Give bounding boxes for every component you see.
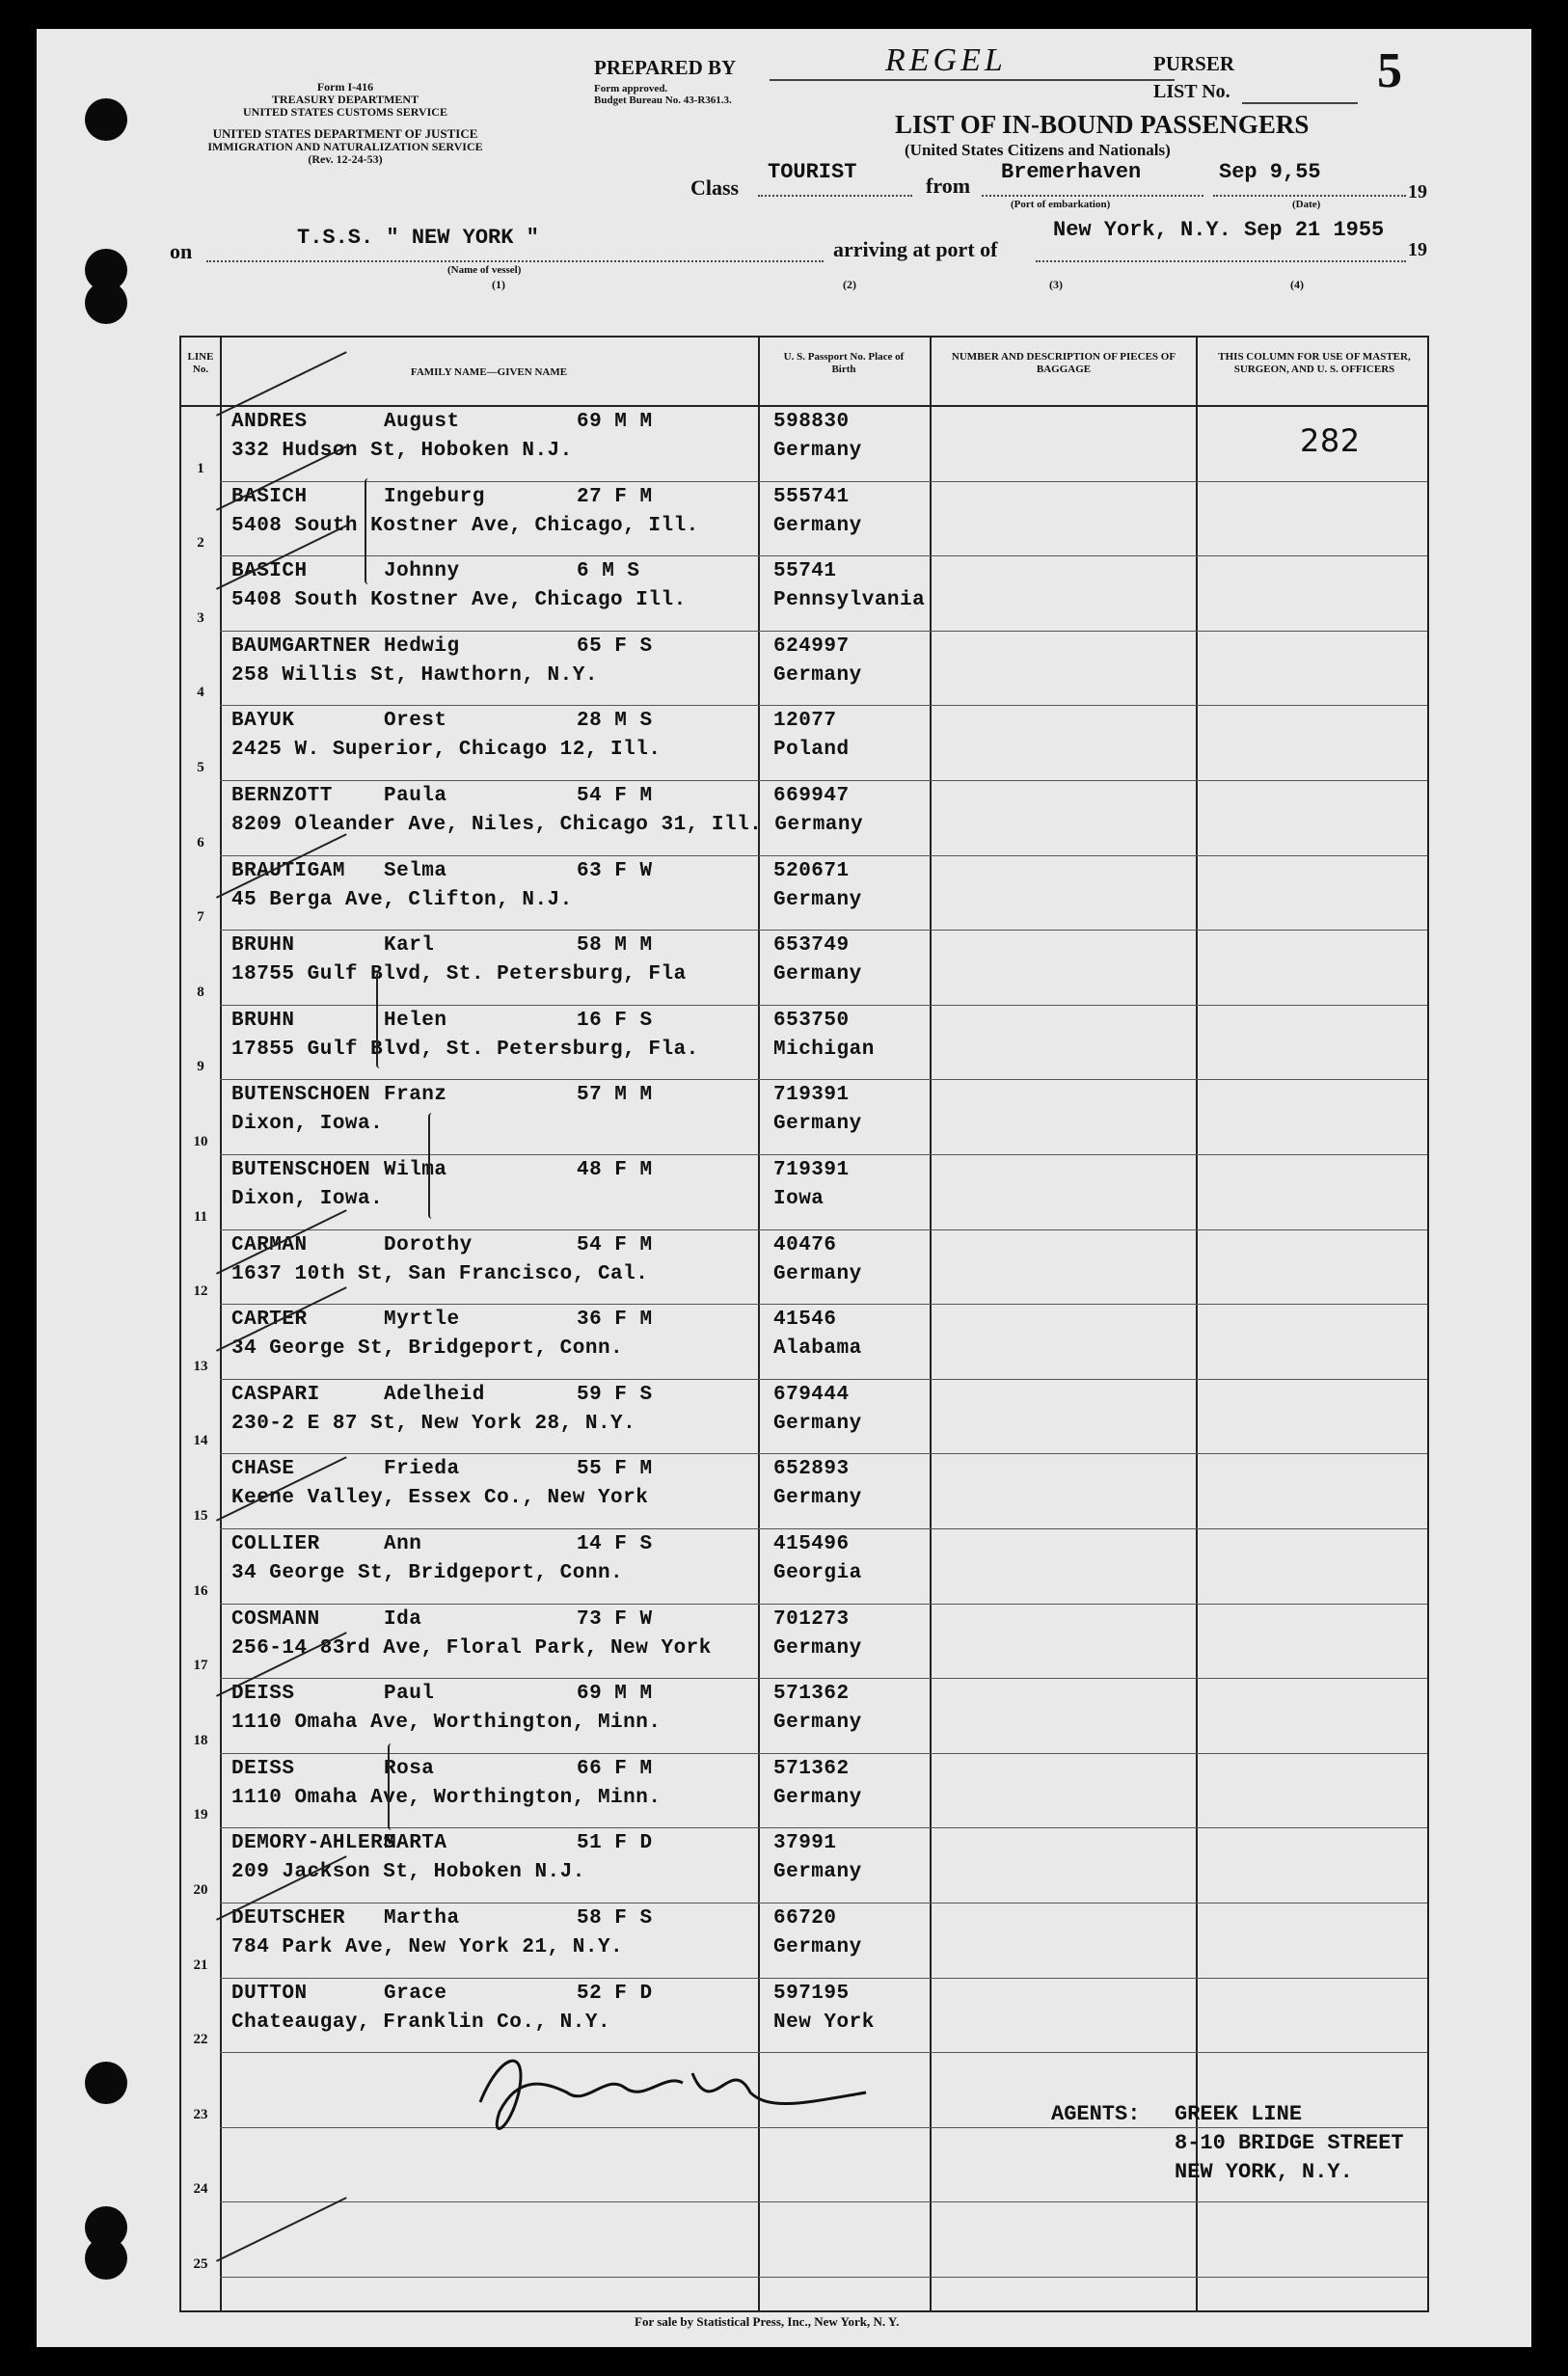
family-name: BERNZOTT — [231, 785, 333, 807]
address: Dixon, Iowa. — [231, 1188, 384, 1210]
family-name: BUTENSCHOEN — [231, 1159, 371, 1181]
age-sex-status: 69 M M — [577, 1683, 653, 1706]
line-number: 4 — [197, 685, 204, 701]
place-of-birth: Germany — [773, 1487, 862, 1510]
col-num-4: (4) — [1290, 278, 1304, 291]
passport-number: 555741 — [773, 485, 850, 508]
passport-number: 55741 — [773, 560, 837, 583]
address: 332 Hudson St, Hoboken N.J. — [231, 440, 573, 462]
table-row — [181, 1605, 1427, 1680]
given-name: Paul — [384, 1683, 435, 1706]
class-value: TOURIST — [768, 160, 857, 184]
address: Chateaugay, Franklin Co., N.Y. — [231, 2011, 611, 2034]
age-sex-status: 66 F M — [577, 1757, 653, 1780]
address: 5408 South Kostner Ave, Chicago Ill. — [231, 589, 687, 612]
family-name: COLLIER — [231, 1533, 320, 1555]
header-name: FAMILY NAME—GIVEN NAME — [410, 366, 568, 378]
date-value: Sep 9,55 — [1219, 160, 1321, 184]
family-name: DEISS — [231, 1757, 295, 1780]
address: 258 Willis St, Hawthorn, N.Y. — [231, 663, 598, 687]
binder-hole — [85, 282, 127, 324]
place-of-birth: Germany — [773, 663, 862, 687]
family-name: BAUMGARTNER — [231, 634, 371, 658]
given-name: Adelheid — [384, 1383, 485, 1406]
line-number: 1 — [197, 460, 204, 476]
from-label: from — [926, 174, 971, 198]
line-number: 17 — [193, 1658, 208, 1674]
vessel-label: (Name of vessel) — [447, 264, 522, 276]
agents-city: NEW YORK, N.Y. — [1175, 2160, 1353, 2184]
given-name: Franz — [384, 1084, 447, 1107]
age-sex-status: 63 F W — [577, 859, 653, 882]
table-row — [181, 856, 1427, 932]
page-number: 5 — [1377, 43, 1402, 98]
passport-number: 12077 — [773, 710, 837, 733]
date-label: (Date) — [1292, 199, 1321, 210]
place-of-birth: Germany — [773, 1786, 862, 1809]
place-of-birth: Michigan — [773, 1038, 875, 1061]
address: Keene Valley, Essex Co., New York — [231, 1487, 649, 1510]
age-sex-status: 52 F D — [577, 1982, 653, 2005]
age-sex-status: 48 F M — [577, 1159, 653, 1181]
year-label: 19 — [1408, 181, 1427, 202]
line-number: 20 — [193, 1881, 208, 1898]
line-number: 24 — [193, 2181, 208, 2198]
passport-number: 415496 — [773, 1533, 850, 1555]
on-label: on — [170, 239, 193, 263]
passport-number: 571362 — [773, 1757, 850, 1780]
address: 209 Jackson St, Hoboken N.J. — [231, 1861, 585, 1884]
place-of-birth: Germany — [773, 1113, 862, 1136]
given-name: Rosa — [384, 1757, 435, 1780]
line-number: 8 — [197, 984, 204, 1000]
place-of-birth: Germany — [773, 1936, 862, 1958]
family-name: CHASE — [231, 1458, 295, 1481]
place-of-birth: Germany — [773, 1712, 862, 1735]
vessel-value: T.S.S. " NEW YORK " — [297, 226, 539, 250]
table-row — [181, 1754, 1427, 1829]
address: 1110 Omaha Ave, Worthington, Minn. — [231, 1786, 662, 1809]
passport-number: 41546 — [773, 1309, 837, 1332]
family-name: BASICH — [231, 485, 308, 508]
place-of-birth: Germany — [773, 963, 862, 986]
table-row — [181, 1904, 1427, 1979]
place-of-birth: Poland — [773, 739, 850, 762]
passport-number: 653749 — [773, 934, 850, 958]
budget-bureau: Budget Bureau No. 43-R361.3. — [594, 94, 732, 106]
agents-street: 8-10 BRIDGE STREET — [1175, 2131, 1404, 2155]
line-number: 22 — [193, 2032, 208, 2048]
address: 5408 South Kostner Ave, Chicago, Ill. — [231, 514, 699, 537]
passport-number: 652893 — [773, 1458, 850, 1481]
header-line-no: LINE No. — [187, 351, 214, 375]
officer-note: 282 — [1300, 422, 1361, 459]
family-name: BRUHN — [231, 934, 295, 958]
line-number: 14 — [193, 1433, 208, 1449]
given-name: Frieda — [384, 1458, 460, 1481]
line-number: 21 — [193, 1957, 208, 1973]
line-number: 25 — [193, 2255, 208, 2272]
prepared-by-signature: REGEL — [885, 42, 1007, 78]
place-of-birth: Germany — [773, 1412, 862, 1435]
given-name: Martha — [384, 1907, 460, 1930]
passport-number: 669947 — [773, 785, 850, 807]
passport-number: 719391 — [773, 1159, 850, 1181]
table-row — [181, 781, 1427, 856]
binder-hole — [85, 2062, 127, 2104]
line-number: 7 — [197, 909, 204, 926]
manifest-page — [37, 29, 1531, 2347]
passport-number: 624997 — [773, 634, 850, 658]
passport-number: 701273 — [773, 1607, 850, 1631]
rev-label: (Rev. 12-24-53) — [308, 152, 383, 166]
given-name: Myrtle — [384, 1309, 460, 1332]
age-sex-status: 59 F S — [577, 1383, 653, 1406]
place-of-birth: Germany — [773, 514, 862, 537]
given-name: Selma — [384, 859, 447, 882]
age-sex-status: 73 F W — [577, 1607, 653, 1631]
table-row — [181, 632, 1427, 707]
table-row — [181, 931, 1427, 1006]
table-row — [181, 1305, 1427, 1380]
treasury-label: TREASURY DEPARTMENT — [271, 93, 419, 106]
passport-number: 679444 — [773, 1383, 850, 1406]
agents-name: GREEK LINE — [1175, 2102, 1303, 2126]
form-number: Form I-416 — [316, 80, 374, 94]
age-sex-status: 36 F M — [577, 1309, 653, 1332]
table-row — [181, 1080, 1427, 1155]
address: 1110 Omaha Ave, Worthington, Minn. — [231, 1712, 662, 1735]
passport-number: 597195 — [773, 1982, 850, 2005]
list-subtitle: (United States Citizens and Nationals) — [905, 141, 1171, 159]
age-sex-status: 58 M M — [577, 934, 653, 958]
passport-number: 598830 — [773, 411, 850, 433]
given-name: Helen — [384, 1009, 447, 1032]
family-name: BAYUK — [231, 710, 295, 733]
age-sex-status: 54 F M — [577, 785, 653, 807]
address: Dixon, Iowa. — [231, 1113, 384, 1136]
arrival-value: New York, N.Y. Sep 21 1955 — [1053, 218, 1385, 242]
table-row — [181, 706, 1427, 781]
given-name: August — [384, 411, 460, 433]
agents-label: AGENTS: — [1051, 2102, 1141, 2126]
table-row — [181, 1454, 1427, 1529]
line-number: 6 — [197, 834, 204, 850]
address: 784 Park Ave, New York 21, N.Y. — [231, 1936, 624, 1958]
line-number: 10 — [193, 1133, 208, 1149]
given-name: Dorothy — [384, 1233, 473, 1256]
line-number: 15 — [193, 1507, 208, 1524]
given-name: Karl — [384, 934, 435, 958]
ins-label: IMMIGRATION AND NATURALIZATION SERVICE — [207, 140, 483, 153]
age-sex-status: 51 F D — [577, 1832, 653, 1855]
age-sex-status: 54 F M — [577, 1233, 653, 1256]
passport-number: 37991 — [773, 1832, 837, 1855]
family-name: DEISS — [231, 1683, 295, 1706]
place-of-birth: Germany — [773, 1636, 862, 1660]
line-number: 5 — [197, 759, 204, 775]
age-sex-status: 55 F M — [577, 1458, 653, 1481]
given-name: MARTA — [384, 1832, 447, 1855]
from-line — [982, 195, 1203, 197]
family-name: DEUTSCHER — [231, 1907, 345, 1930]
footer-publisher: For sale by Statistical Press, Inc., New York, N. Y. — [635, 2314, 900, 2329]
age-sex-status: 58 F S — [577, 1907, 653, 1930]
list-no-line — [1242, 102, 1358, 104]
row-divider — [220, 2277, 1427, 2278]
age-sex-status: 28 M S — [577, 710, 653, 733]
arriving-label: arriving at port of — [833, 237, 998, 261]
address: 34 George St, Bridgeport, Conn. — [231, 1337, 624, 1361]
table-row — [181, 1380, 1427, 1455]
col-num-1: (1) — [492, 278, 505, 291]
address: 230-2 E 87 St, New York 28, N.Y. — [231, 1412, 636, 1435]
year-label-2: 19 — [1408, 239, 1427, 260]
passport-number: 520671 — [773, 859, 850, 882]
class-line — [758, 195, 912, 197]
passport-number: 571362 — [773, 1683, 850, 1706]
address: 1637 10th St, San Francisco, Cal. — [231, 1262, 649, 1285]
line-number: 11 — [193, 1208, 208, 1225]
form-approved: Form approved. — [594, 83, 668, 94]
table-row — [181, 1679, 1427, 1754]
given-name: Ingeburg — [384, 485, 485, 508]
table-row — [181, 1828, 1427, 1904]
officer-signature — [461, 2035, 885, 2150]
place-of-birth: Germany — [773, 888, 862, 911]
age-sex-status: 16 F S — [577, 1009, 653, 1032]
line-number: 12 — [193, 1283, 208, 1300]
binder-hole — [85, 2237, 127, 2280]
purser-label: PURSER — [1153, 52, 1235, 75]
passport-number: 40476 — [773, 1233, 837, 1256]
family-name: CARTER — [231, 1309, 308, 1332]
given-name: Paula — [384, 785, 447, 807]
address: 34 George St, Bridgeport, Conn. — [231, 1562, 624, 1584]
prepared-by-label: PREPARED BY — [594, 56, 737, 79]
col-num-2: (2) — [843, 278, 856, 291]
date-line — [1213, 195, 1406, 197]
address: 18755 Gulf Blvd, St. Petersburg, Fla — [231, 963, 687, 986]
age-sex-status: 57 M M — [577, 1084, 653, 1107]
address: 8209 Oleander Ave, Niles, Chicago 31, Ill. Germany — [231, 814, 864, 836]
passport-number: 66720 — [773, 1907, 837, 1930]
from-value: Bremerhaven — [1001, 160, 1142, 184]
line-number: 13 — [193, 1358, 208, 1374]
place-of-birth: Alabama — [773, 1337, 862, 1361]
given-name: Ann — [384, 1533, 422, 1555]
table-row — [181, 1155, 1427, 1230]
binder-hole — [85, 98, 127, 141]
address: 17855 Gulf Blvd, St. Petersburg, Fla. — [231, 1038, 699, 1061]
table-row — [181, 2202, 1427, 2278]
line-number: 18 — [193, 1732, 208, 1748]
family-name: BRAUTIGAM — [231, 859, 345, 882]
place-of-birth: Germany — [773, 440, 862, 462]
vessel-line — [206, 260, 824, 262]
family-name: BRUHN — [231, 1009, 295, 1032]
place-of-birth: Pennsylvania — [773, 589, 926, 612]
family-name: BUTENSCHOEN — [231, 1084, 371, 1107]
arrival-line — [1036, 260, 1406, 262]
place-of-birth: Georgia — [773, 1562, 862, 1584]
list-title: LIST OF IN-BOUND PASSENGERS — [895, 110, 1310, 139]
family-name: DUTTON — [231, 1982, 308, 2005]
given-name: Hedwig — [384, 634, 460, 658]
family-name: DEMORY-AHLERS — [231, 1832, 396, 1855]
family-bracket — [376, 972, 388, 1068]
given-name: Orest — [384, 710, 447, 733]
family-bracket — [365, 478, 376, 584]
header-baggage: NUMBER AND DESCRIPTION OF PIECES OF BAGGAGE — [951, 351, 1176, 375]
age-sex-status: 65 F S — [577, 634, 653, 658]
place-of-birth: New York — [773, 2011, 875, 2034]
family-bracket — [428, 1113, 440, 1219]
line-number: 2 — [197, 535, 204, 552]
passport-number: 653750 — [773, 1009, 850, 1032]
age-sex-status: 27 F M — [577, 485, 653, 508]
given-name: Ida — [384, 1607, 422, 1631]
line-number: 9 — [197, 1059, 204, 1075]
table-row — [181, 407, 1427, 482]
list-no-label: LIST No. — [1153, 81, 1230, 102]
table-row — [181, 1006, 1427, 1081]
line-number: 23 — [193, 2106, 208, 2122]
family-name: CARMAN — [231, 1233, 308, 1256]
prepared-by-line — [770, 79, 1175, 81]
given-name: Grace — [384, 1982, 447, 2005]
class-label: Class — [690, 176, 740, 200]
family-name: CASPARI — [231, 1383, 320, 1406]
family-name: BASICH — [231, 560, 308, 583]
given-name: Wilma — [384, 1159, 447, 1181]
justice-label: UNITED STATES DEPARTMENT OF JUSTICE — [212, 126, 478, 141]
family-name: COSMANN — [231, 1607, 320, 1631]
col-num-3: (3) — [1049, 278, 1063, 291]
passenger-table — [179, 336, 1429, 2312]
table-row — [181, 1529, 1427, 1605]
family-bracket — [388, 1743, 399, 1830]
line-number: 19 — [193, 1807, 208, 1823]
header-passport: U. S. Passport No. Place of Birth — [783, 351, 905, 375]
header-officers: THIS COLUMN FOR USE OF MASTER, SURGEON, AND U. S. OFFICERS — [1218, 351, 1411, 375]
place-of-birth: Germany — [773, 1262, 862, 1285]
place-of-birth: Iowa — [773, 1188, 825, 1210]
family-name: ANDRES — [231, 411, 308, 433]
table-row — [181, 1230, 1427, 1306]
address: 256-14 83rd Ave, Floral Park, New York — [231, 1636, 712, 1660]
address: 2425 W. Superior, Chicago 12, Ill. — [231, 739, 662, 762]
line-number: 16 — [193, 1582, 208, 1599]
age-sex-status: 69 M M — [577, 411, 653, 433]
address: 45 Berga Ave, Clifton, N.J. — [231, 888, 573, 911]
line-number: 3 — [197, 609, 204, 626]
age-sex-status: 14 F S — [577, 1533, 653, 1555]
given-name: Johnny — [384, 560, 460, 583]
passport-number: 719391 — [773, 1084, 850, 1107]
customs-label: UNITED STATES CUSTOMS SERVICE — [243, 105, 447, 119]
place-of-birth: Germany — [773, 1861, 862, 1884]
age-sex-status: 6 M S — [577, 560, 640, 583]
port-embarkation-label: (Port of embarkation) — [1011, 199, 1111, 210]
